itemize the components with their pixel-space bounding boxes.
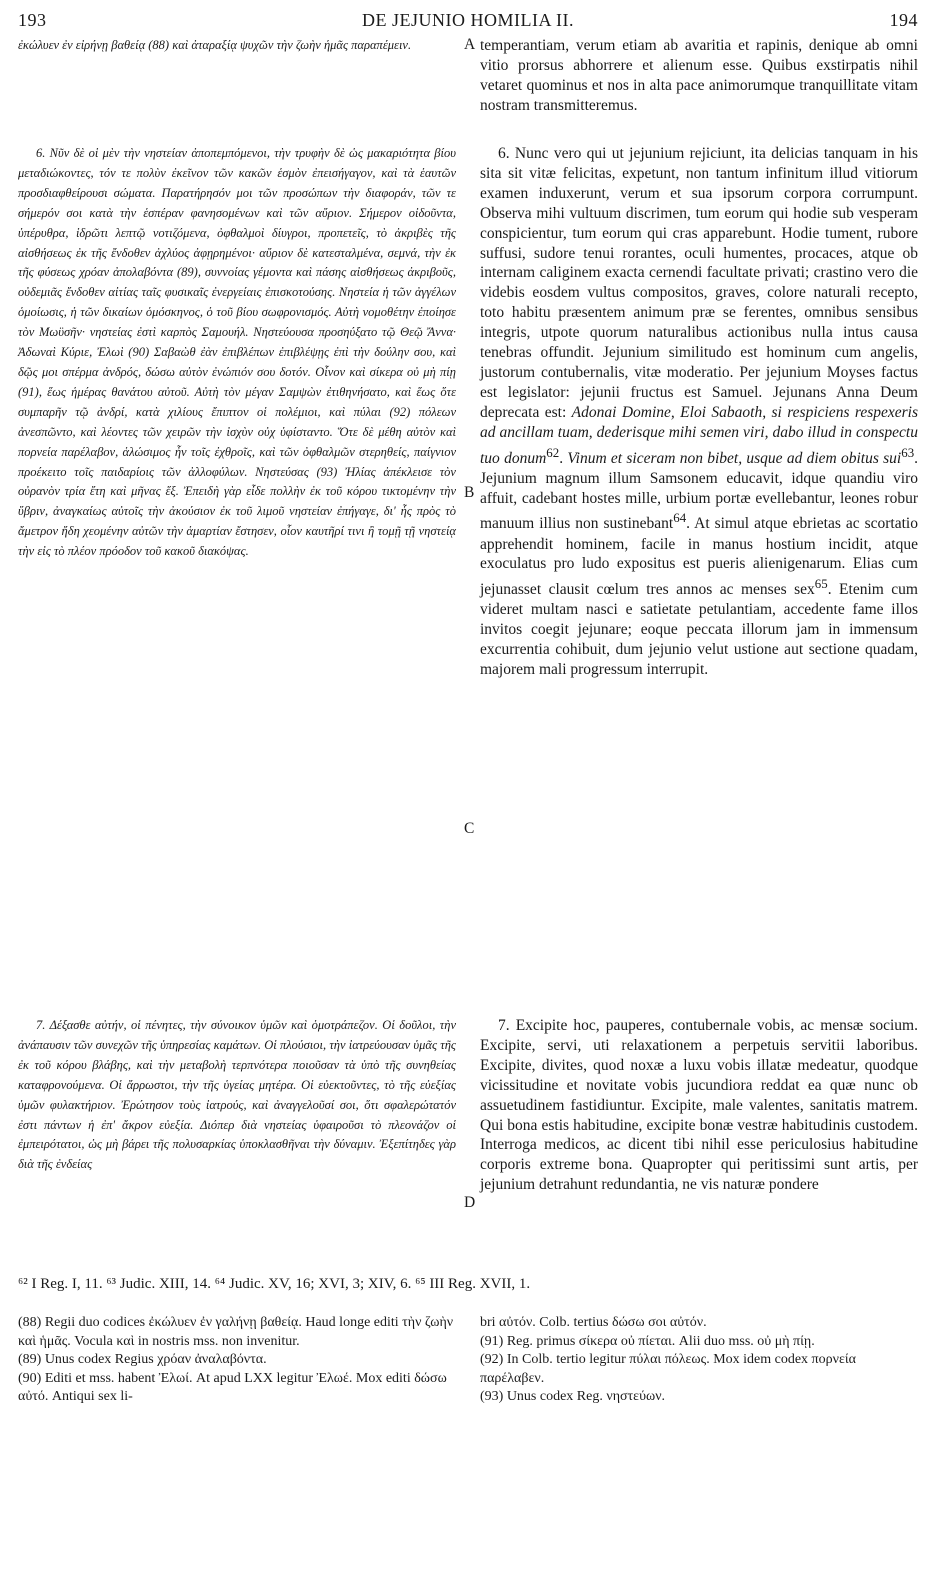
margin-marker-d: D <box>464 1194 476 1211</box>
greek-section-7: 7. Δέξασθε αὐτήν, οἱ πένητες, τὴν σύνοικον ὑμῶν καὶ ὁμοτράπεζον. Οἱ δοῦλοι, τὴν ἀνάπαυσιν τῶν συνεχῶν τῆς ὑπηρεσίας καμάτων. Οἱ πλούσιοι, τὴν ἰατρεύουσαν ὑμᾶς τῆς ἐκ τοῦ κόρου βλάβης, καὶ τὴν μεταβολὴ τερπνότερα ποιοῦσαν τὰ ὑπὸ τῆς συνηθείας καταφρονούμενα. Οἱ ἄρρωστοι, τὴν τῆς ὑγείας μητέρα. Οἱ εὐεκτοῦντες, τὸ τῆς εὐεξίας ὑμῶν φυλακτήριον. Ἐρώτησον τοὺς ἰατρούς, καὶ ἀναγγελοῦσί σοι, ὅτι σφαλερώτατόν ἐστι πάντων ἡ ἐπ' ἄκρον εὐεξία. Διόπερ διὰ νηστείας ὑφαιροῦσι τὸ πλεονάζον οἱ ἐμπειρότατοι, ὡς μὴ βάρει τῆς πολυσαρκίας ὑποκλασθῆναι τὴν δύναμιν. Ἐξεπίτηδες γὰρ διὰ τῆς ἐνδείας <box>18 1018 456 1172</box>
note-90: (90) Editi et mss. habent Ἐλωί. At apud LXX legitur Ἐλωέ. Mox editi δώσω αὐτό. Antiqui sex li- <box>18 1370 447 1404</box>
note-88: (88) Regii duo codices ἐκώλυεν ἐν γαλήνῃ βαθείᾳ. Haud longe editi τὴν ζωὴν καὶ ἡμᾶς. Vocula καὶ in nostris mss. non invenitur. <box>18 1315 454 1349</box>
greek-intro: ἐκώλυεν ἐν εἰρήνῃ βαθείᾳ (88) καὶ ἀταραξίᾳ ψυχῶν τὴν ζωὴν ἡμᾶς παραπέμειν. <box>18 38 412 52</box>
margin-marker-b: B <box>464 484 475 501</box>
margin-marker-a: A <box>464 36 476 53</box>
note-89: (89) Unus codex Regius χρόαν ἀναλαβόντα. <box>18 1352 267 1367</box>
page-number-left: 193 <box>18 10 47 30</box>
page-number-right: 194 <box>889 10 918 30</box>
scripture-references: ⁶² I Reg. I, 11. ⁶³ Judic. XIII, 14. ⁶⁴ Judic. XV, 16; XVI, 3; XIV, 6. ⁶⁵ III Reg. XVII, 1. <box>18 1276 531 1292</box>
latin-section-6: 6. Nunc vero qui ut jejunium rejiciunt, ita delicias tanquam in his sita sit vitæ felicitas, expetunt, non tantum infinitum illud vitiorum examen induxerunt, verum et sua ipsorum corpora corrumpunt. Observa mihi vultuum discrimen, tum eorum qui hodie sub vesperam conspicientur, tum eorum qui cras apparebunt. Hodie tument, rubore suffusi, sudore tenui rorantes, oculi humentes, procaces, atque ob internam caliginem exacta cernendi facultate privati; crastino vero die videbis eosdem vultus compositos, graves, colore naturali recepto, toto habitu præsentem animum præ se ferentes, omnibus sensibus integris, utpote quorum naturalibus actionibus nulla intus causa tenebras offundit. Jejunium similitudo est hominum cum angelis, justorum contubernalis, vitæ moderatio. Per jejunium Moyses factus est legislator: jejunii fructus est Samuel. Jejunans Anna Deum deprecata est: Adonai Domine, Eloi Sabaoth, si respiciens respexeris ad ancillam tuam, dederisque mihi semen viri, dabo illud in conspectu tuo donum$^{62}$. Vinum et siceram non bibet, usque ad diem obitus sui$^{63}$. Jejunium magnum illum Samsonem educavit, idque quandiu viro affuit, cadebant hostes mille, urbium portæ evellebantur, leones robur manuum illius non sustinebant$^{64}$. At simul atque ebrietas ac scortatio apprehendit hominem, facile in manus hostium incidit, atque exoculatus pro ludo expositus est pueris alienigenarum. Elias cum jejunasset clausit cœlum tres annos ac menses sex$^{65}$. Etenim cum videret multam nasci e satietate petulantiam, accedente fame illos invitos coegit jejunare; eoque peccata illorum jam in immensum excurrentia cohibuit, dum jejunio velut ustione aut sectione quadam, majorem mali progressum interrupit. <box>480 145 919 679</box>
notes-right <box>480 1314 918 1407</box>
running-header <box>18 10 918 36</box>
page <box>18 10 919 1404</box>
latin-section-7: 7. Excipite hoc, pauperes, contubernale vobis, ac mensæ socium. Excipite, servi, uti relaxationem a perpetuis servitii laboribus. Excipite, divites, quod noxæ a luxu vobis illatæ medeatur, quodque vicissitudine et novitate vobis jucundiora reddat ea quæ nunc ob assuetudinem fastidiuntur. Excipite, male valentes, sanitatis matrem. Qui bona estis habitudine, excipite bonæ vestræ habitudinis custodem. Interroga medicos, ac dicent tibi nihil esse periculosius habitudine corporis extreme bona. Quapropter qui peritissimi sunt artis, per jejunium detrahunt redundantia, ne vis naturæ pondere <box>480 1017 918 1194</box>
notes-left <box>18 1314 458 1407</box>
running-title: DE JEJUNIO HOMILIA II. <box>362 10 574 30</box>
note-91: (91) Reg. primus σίκερα οὐ πίεται. Alii duo mss. οὐ μὴ πίῃ. <box>480 1333 815 1349</box>
margin-marker-c: C <box>464 820 475 837</box>
footnote-ref-63: 63 <box>901 444 915 460</box>
footnote-ref-64: 64 <box>673 510 687 526</box>
note-90-cont: bri αὐτόν. Colb. tertius δώσω σοι αὐτόν. <box>480 1315 707 1330</box>
footnote-ref-62: 62 <box>546 444 560 460</box>
greek-section-6: 6. Νῦν δὲ οἱ μὲν τὴν νηστείαν ἀποπεμπόμενοι, τὴν τρυφὴν δὲ ὡς μακαριότητα βίου μεταδιώκοντες, τόν τε πολὺν ἐκεῖνον τῶν κακῶν ἑσμὸν ἐπεισήγαγον, καὶ τὰ ἑαυτῶν προσδιαφθείρουσι σώματα. Παρατήρησόν μοι τῶν προσώπων τὴν διαφοράν, τῶν τε σήμερόν σοι κατὰ τὴν ἑσπέραν φανησομένων καὶ τῶν αὔριον. Σήμερον οἰδοῦντα, ὑπέρυθρα, ἱδρῶτι λεπτῷ νοτιζόμενα, ὀφθαλμοὶ δίυγροι, προπετεῖς, τὸ ἀκριβὲς τῆς αἰσθήσεως ἐκ τῆς ἔνδοθεν ἀχλύος ἀφῃρημένοι· αὔριον δὲ κατεσταλμένα, σεμνά, τὴν ἐκ τῆς φύσεως χρόαν ἀπολαβόντα (89), συννοίας γέμοντα καὶ πάσης αἰσθήσεως ἀκριβοῦς, οὐδεμιᾶς ἔνδοθεν αἰτίας ταῖς φυσικαῖς ἐνεργείαις ἐπισκοτούσης. Νηστεία ἡ τῶν ἀγγέλων ὁμοίωσις, ἡ τῶν δικαίων ὁμόσκηνος, ὁ τοῦ βίου σωφρονισμός. Αὐτὴ νομοθέτην ἐποίησε τὸν Μωϋσῆν· νηστείας ἐστὶ καρπὸς Σαμουήλ. Νηστεύουσα προσηύξατο τῷ Θεῷ Ἄννα· Ἀδωναὶ Κύριε, Ἐλωὶ (90) Σαβαὼθ ἐὰν ἐπιβλέπων ἐπιβλέψῃς ἐπὶ τὴν δούλην σου, καὶ δῷς μοι σπέρμα ἀνδρός, δώσω αὐτὸν ἐνώπιόν σου δοτόν. Οἶνον καὶ σίκερα οὐ μὴ πίῃ (91), ἕως ἡμέρας θανάτου αὐτοῦ. Αὐτὴ τὸν μέγαν Σαμψὼν ἐτιθηνήσατο, καὶ ἕως ὅτε συμπαρῆν τῷ ἀνδρί, κατὰ χιλίους ἔπιπτον οἱ πολέμιοι, καὶ πύλαι (92) πόλεων ἀνεσπῶντο, καὶ λέοντες τῶν χειρῶν τὴν ἰσχὺν οὐχ ὑφίσταντο. Ὅτε δὲ μέθη αὐτὸν καὶ πορνεία παρέλαβον, ἁλώσιμος ἦν τοῖς ἐχθροῖς, καὶ τῶν ὀφθαλμῶν στερηθείς, παίγνιον προέκειτο τοῖς παιδαρίοις τῶν ἀλλοφύλων. Νηστεύσας (93) Ἠλίας ἀπέκλεισε τὸν οὐρανὸν τρία ἔτη καὶ μῆνας ἕξ. Ἐπειδὴ γὰρ εἶδε πολλὴν ἐκ τοῦ κόρου τικτομένην τὴν ὕβριν, ἀναγκαίως αὐτοῖς τὴν ἀκούσιον ἐκ τοῦ λιμοῦ νηστείαν ἐπήγαγε, δι' ἧς πρὸς τὸ ἄμετρον ἤδη χεομένην αὐτῶν τὴν ἁμαρτίαν ἔστησεν, οἷον καυτῆρί τινι ἢ τομῇ τῇ νηστείᾳ τὴν εἰς τὸ πλέον πρόοδον τοῦ κακοῦ διακόψας. <box>18 146 456 559</box>
note-92: (92) In Colb. tertio legitur πύλαι πόλεως. Mox idem codex πορνεία παρέλαβεν. <box>480 1352 856 1386</box>
footnote-ref-65: 65 <box>814 576 828 592</box>
note-93: (93) Unus codex Reg. νηστεύων. <box>480 1389 666 1404</box>
latin-intro: temperantiam, verum etiam ab avaritia et rapinis, denique ab omni vitio prorsus abhorrere et alienum esse. Quibus exstirpatis nihil vetaret quominus et nos in alta pace animorumque tranquillitate vitam nostram transmitteremus. <box>480 37 918 114</box>
